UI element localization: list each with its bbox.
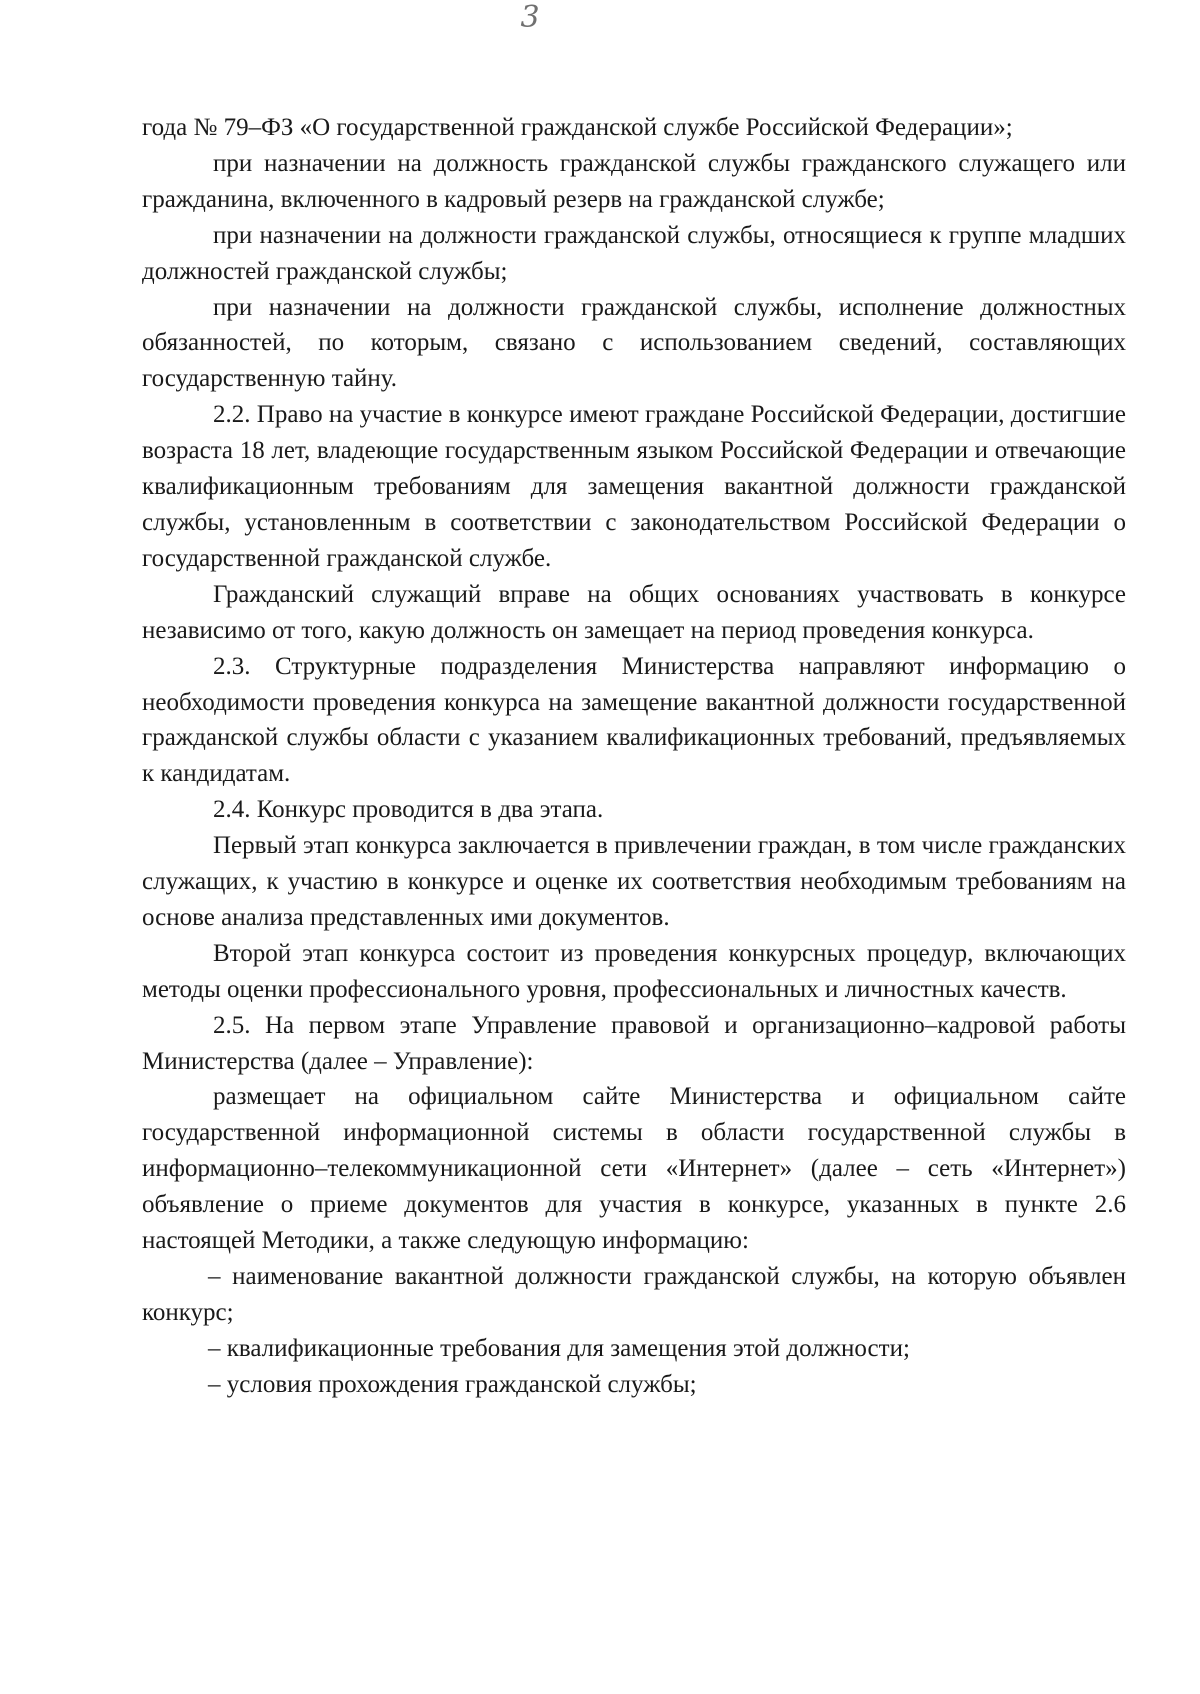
paragraph-2-3: 2.3. Структурные подразделения Министерства направляют информацию о необходимости проведения конкурса на замещение вакантной должности государственной гражданской службы области с указанием квалификационных требований, предъявляемых к кандидатам. bbox=[142, 652, 1126, 788]
paragraph-appointment-reserve: при назначении на должность гражданской службы гражданского служащего или гражданина, включенного в кадровый резерв на гражданской службе; bbox=[142, 149, 1126, 213]
paragraph-2-2: 2.2. Право на участие в конкурсе имеют граждане Российской Федерации, достигшие возраста 18 лет, владеющие государственным языком Российской Федерации и отвечающие квалификационным требованиям для замещения вакантной должности гражданской службы, установленным в соответствии с законодательством Российской Федерации о государственной гражданской службе. bbox=[142, 401, 1126, 572]
paragraph-first-stage: Первый этап конкурса заключается в привлечении граждан, в том числе гражданских служащих, к участию в конкурсе и оценке их соответствия необходимым требованиям на основе анализа представленных ими документов. bbox=[142, 832, 1126, 931]
paragraph-law-reference: года № 79–ФЗ «О государственной гражданской службе Российской Федерации»; bbox=[142, 114, 1013, 141]
paragraph-second-stage: Второй этап конкурса состоит из проведения конкурсных процедур, включающих методы оценки профессионального уровня, профессиональных и личностных качеств. bbox=[142, 939, 1126, 1003]
paragraph-2-4: 2.4. Конкурс проводится в два этапа. bbox=[213, 796, 604, 824]
paragraph-2-5: 2.5. На первом этапе Управление правовой и организационно–кадровой работы Министерства (далее – Управление): bbox=[142, 1011, 1126, 1075]
page-number: 3 bbox=[520, 0, 540, 35]
paragraph-publishes-notice: размещает на официальном сайте Министерства и официальном сайте государственной информационной системы в области государственной службы в информационно–телекоммуникационной сети «Интернет» (далее – сеть «Интернет») объявление о приеме документов для участия в конкурсе, указанных в пункте 2.6 настоящей Методики, а также следующую информацию: bbox=[142, 1083, 1126, 1255]
list-item-service-conditions: – условия прохождения гражданской службы; bbox=[208, 1370, 697, 1398]
paragraph-appointment-junior: при назначении на должности гражданской службы, относящиеся к группе младших должностей гражданской службы; bbox=[142, 221, 1126, 285]
paragraph-civil-servant-right: Гражданский служащий вправе на общих основаниях участвовать в конкурсе независимо от того, какую должность он замещает на период проведения конкурса. bbox=[142, 580, 1126, 644]
document-body bbox=[142, 110, 1126, 1403]
list-item-vacancy-name: – наименование вакантной должности гражданской службы, на которую объявлен конкурс; bbox=[142, 1263, 1126, 1326]
paragraph-appointment-secret: при назначении на должности гражданской службы, исполнение должностных обязанностей, по которым, связано с использованием сведений, составляющих государственную тайну. bbox=[142, 293, 1126, 393]
list-item-qualifications: – квалификационные требования для замещения этой должности; bbox=[208, 1334, 910, 1362]
